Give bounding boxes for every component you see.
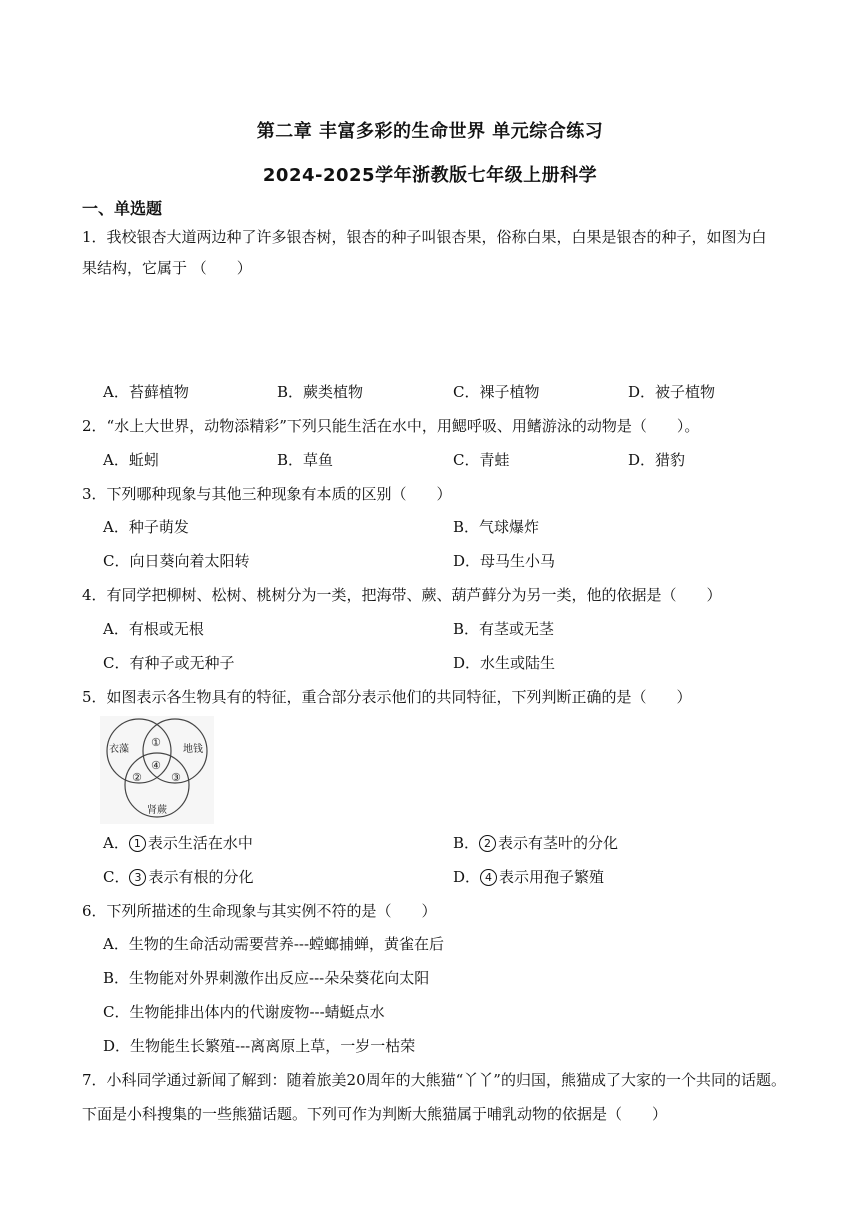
- circled-number: 4: [480, 869, 497, 886]
- question-stem-line: 4．有同学把柳树、松树、桃树分为一类，把海带、蕨、葫芦藓分为另一类，他的依据是（ ）: [82, 586, 722, 604]
- venn-region-1: ①: [151, 736, 161, 749]
- option-d: D． 4 表示用孢子繁殖: [453, 868, 605, 886]
- option-d: D．母马生小马: [453, 552, 556, 570]
- option-b: B．蕨类植物: [277, 383, 364, 401]
- option-c: C． 3 表示有根的分化: [103, 868, 254, 886]
- question-stem-line: 2．“水上大世界，动物添精彩”下列只能生活在水中，用鳃呼吸、用鳍游泳的动物是（ ）。: [82, 417, 700, 435]
- page-title-line2: 2024-2025学年浙教版七年级上册科学: [262, 165, 598, 186]
- page-title-line1: 第二章 丰富多彩的生命世界 单元综合练习: [256, 121, 604, 142]
- option-a: A．种子萌发: [103, 518, 189, 536]
- option-a: A． 1 表示生活在水中: [103, 834, 253, 852]
- venn-region-2: ②: [132, 771, 142, 784]
- option-a: A．蚯蚓: [103, 451, 159, 469]
- question-stem-line: 果结构，它属于 （ ）: [82, 259, 252, 277]
- question-stem-line: 3．下列哪种现象与其他三种现象有本质的区别（ ）: [82, 485, 452, 503]
- option-d: D．水生或陆生: [453, 654, 556, 672]
- circled-number: 1: [129, 835, 146, 852]
- question-stem-line: 1．我校银杏大道两边种了许多银杏树，银杏的种子叫银杏果，俗称白果，白果是银杏的种子，如图为白: [82, 228, 767, 246]
- circled-number: 3: [129, 869, 146, 886]
- option-b: B．草鱼: [277, 451, 334, 469]
- option-a: A．有根或无根: [103, 620, 204, 638]
- option-d: D．猎豹: [628, 451, 686, 469]
- venn-label-right: 地钱: [183, 744, 203, 755]
- venn-region-4: ④: [151, 759, 161, 772]
- question-stem-line: 7．小科同学通过新闻了解到：随着旅美20周年的大熊猫“丫丫”的归国，熊猫成了大家的一个共同的话题。: [82, 1071, 786, 1089]
- option-c: C．生物能排出体内的代谢废物---蜻蜓点水: [103, 1003, 385, 1021]
- option-a: A．苔藓植物: [103, 383, 189, 401]
- option-c: C．有种子或无种子: [103, 654, 235, 672]
- venn-region-3: ③: [171, 771, 181, 784]
- venn-diagram: [100, 716, 214, 824]
- option-b: B．气球爆炸: [453, 518, 540, 536]
- ginkgo-seeds-image: [103, 294, 199, 362]
- option-b: B．有茎或无茎: [453, 620, 555, 638]
- option-d: D．生物能生长繁殖---离离原上草，一岁一枯荣: [103, 1037, 416, 1055]
- venn-label-left: 衣藻: [109, 744, 129, 755]
- option-a: A．生物的生命活动需要营养---螳螂捕蝉，黄雀在后: [103, 935, 445, 953]
- question-stem-line: 6．下列所描述的生命现象与其实例不符的是（ ）: [82, 902, 437, 920]
- option-b: B．生物能对外界刺激作出反应---朵朵葵花向太阳: [103, 969, 430, 987]
- section-heading: 一、单选题: [82, 199, 163, 218]
- option-b: B． 2 表示有茎叶的分化: [453, 834, 619, 852]
- question-stem-line: 下面是小科搜集的一些熊猫话题。下列可作为判断大熊猫属于哺乳动物的依据是（ ）: [82, 1105, 668, 1123]
- option-c: C．向日葵向着太阳转: [103, 552, 250, 570]
- option-c: C．青蛙: [453, 451, 510, 469]
- circled-number: 2: [479, 835, 496, 852]
- venn-label-bottom: 肾蕨: [147, 805, 167, 816]
- option-d: D．被子植物: [628, 383, 716, 401]
- option-c: C．裸子植物: [453, 383, 540, 401]
- question-stem-line: 5．如图表示各生物具有的特征，重合部分表示他们的共同特征，下列判断正确的是（ ）: [82, 688, 692, 706]
